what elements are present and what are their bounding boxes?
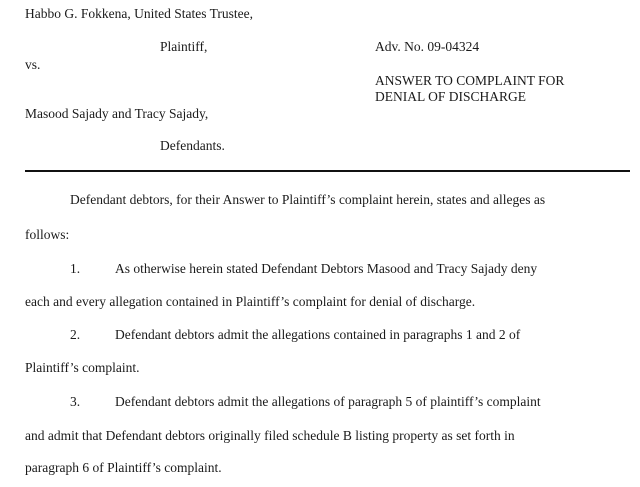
versus-label: vs. [25, 57, 41, 72]
paragraph-3-line-3: paragraph 6 of Plaintiff’s complaint. [25, 460, 222, 475]
paragraph-1-line-2: each and every allegation contained in Plaintiff’s complaint for denial of discharge. [25, 294, 476, 309]
paragraph-number: 3. [70, 394, 81, 409]
paragraph-number: 2. [70, 327, 81, 342]
defendants-role: Defendants. [160, 138, 225, 153]
paragraph-2-line-2: Plaintiff’s complaint. [25, 360, 140, 375]
document-title-line-2: DENIAL OF DISCHARGE [375, 89, 526, 104]
paragraph-3-line-2: and admit that Defendant debtors originally filed schedule B listing property as set forth in [25, 428, 515, 443]
caption-divider [25, 170, 630, 172]
paragraph-number: 1. [70, 261, 81, 276]
adversary-number: Adv. No. 09-04324 [375, 39, 480, 54]
trustee-line: Habbo G. Fokkena, United States Trustee, [25, 6, 253, 21]
document-title-line-1: ANSWER TO COMPLAINT FOR [375, 73, 565, 88]
paragraph-3-line-1: Defendant debtors admit the allegations of paragraph 5 of plaintiff’s complaint [115, 394, 541, 409]
plaintiff-role: Plaintiff, [160, 39, 208, 54]
defendants-line: Masood Sajady and Tracy Sajady, [25, 106, 209, 121]
paragraph-1-line-1: As otherwise herein stated Defendant Debtors Masood and Tracy Sajady deny [115, 261, 538, 276]
intro-line-2: follows: [25, 227, 70, 242]
paragraph-2-line-1: Defendant debtors admit the allegations contained in paragraphs 1 and 2 of [115, 327, 521, 342]
intro-line-1: Defendant debtors, for their Answer to Plaintiff’s complaint herein, states and alleges as [70, 192, 546, 207]
